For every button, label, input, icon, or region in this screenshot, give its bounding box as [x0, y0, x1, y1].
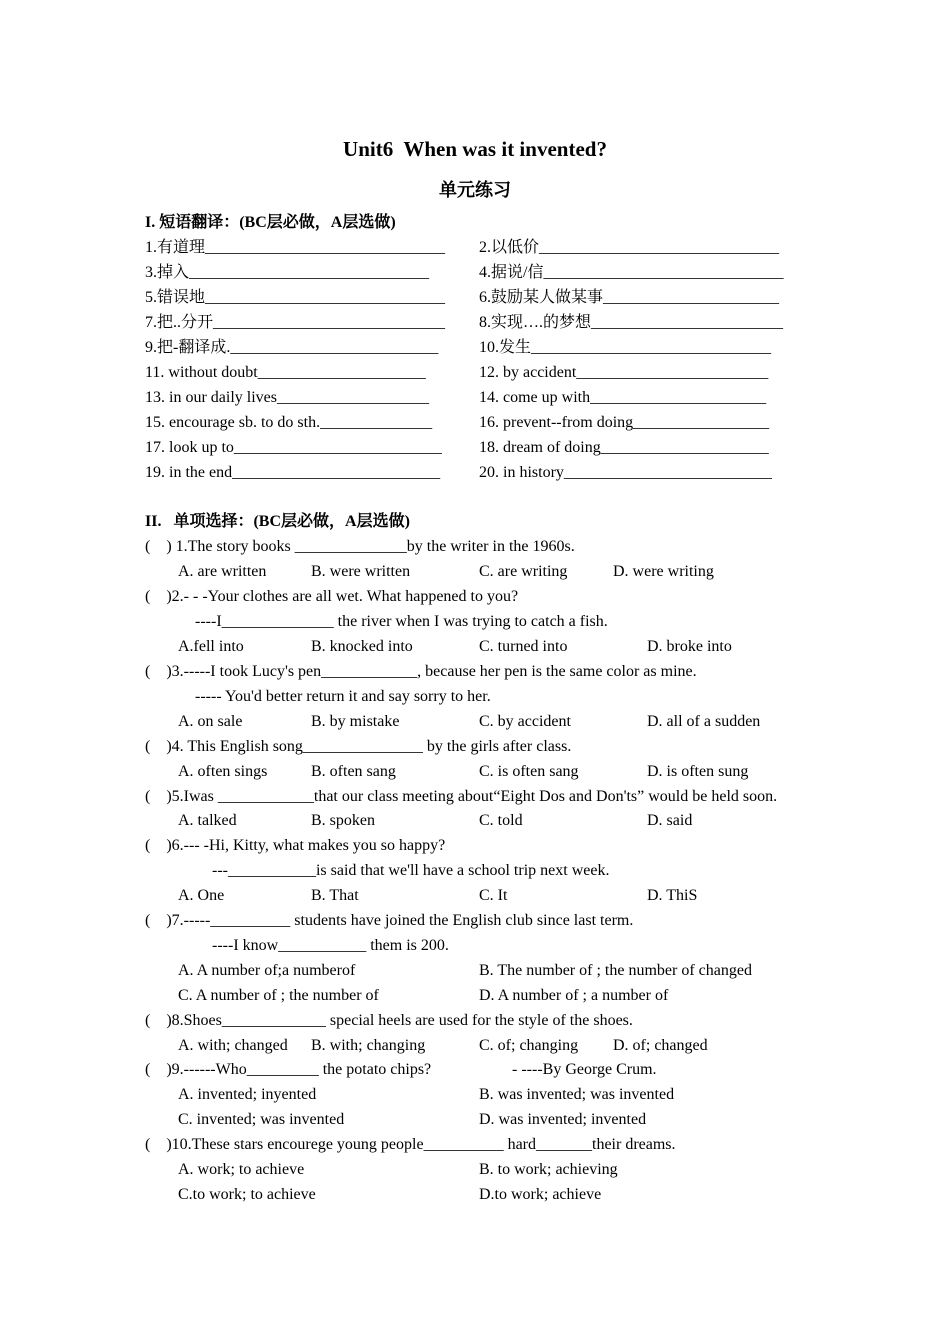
question-option: A. on sale: [178, 713, 243, 730]
question-stem: ( )9.------Who_________ the potato chips?: [145, 1061, 432, 1078]
question-option: D. said: [647, 812, 693, 829]
question-option: D. all of a sudden: [647, 713, 761, 730]
question-option: C. are writing: [479, 563, 568, 580]
question-option: D. A number of ; a number of: [479, 987, 669, 1004]
phrase-item: 5.错误地______________________________: [145, 289, 446, 306]
phrase-item: 9.把-翻译成.__________________________: [145, 339, 439, 356]
question-option: C. turned into: [479, 638, 568, 655]
phrase-item: 2.以低价______________________________: [479, 239, 780, 256]
question-option: D. was invented; invented: [479, 1111, 647, 1128]
phrase-item: 10.发生______________________________: [479, 339, 772, 356]
phrase-item: 14. come up with______________________: [479, 389, 767, 406]
question-option: B. was invented; was invented: [479, 1086, 675, 1103]
question-stem: ( )10.These stars encourege young people__________ hard_______their dreams.: [145, 1136, 676, 1153]
question-option: D.to work; achieve: [479, 1186, 602, 1203]
phrase-item: 11. without doubt_____________________: [145, 364, 426, 381]
phrase-item: 3.掉入______________________________: [145, 264, 430, 281]
question-option: A.fell into: [178, 638, 244, 655]
question-option: B. to work; achieving: [479, 1161, 618, 1178]
question-option: D. broke into: [647, 638, 732, 655]
question-option: A. with; changed: [178, 1037, 288, 1054]
phrase-item: 7.把..分开_____________________________: [145, 314, 446, 331]
question-option: A. talked: [178, 812, 237, 829]
question-reply: ----I______________ the river when I was trying to catch a fish.: [195, 613, 608, 630]
question-option: A. work; to achieve: [178, 1161, 305, 1178]
question-option: C. of; changing: [479, 1037, 579, 1054]
page-title: Unit6 When was it invented?: [343, 137, 607, 161]
question-option: D. were writing: [613, 563, 714, 580]
question-option: B. The number of ; the number of changed: [479, 962, 752, 979]
phrase-item: 1.有道理______________________________: [145, 239, 446, 256]
phrase-item: 4.据说/信______________________________: [479, 264, 784, 281]
question-option: A. One: [178, 887, 225, 904]
phrase-item: 15. encourage sb. to do sth.______________: [145, 414, 433, 431]
question-reply: ----- You'd better return it and say sorry to her.: [195, 688, 491, 705]
question-option: C. A number of ; the number of: [178, 987, 379, 1004]
question-option: C. It: [479, 887, 508, 904]
question-reply: ----I know___________ them is 200.: [212, 937, 449, 954]
question-option: B. by mistake: [311, 713, 400, 730]
question-stem: ( ) 1.The story books ______________by the writer in the 1960s.: [145, 538, 575, 555]
question-option: A. often sings: [178, 763, 268, 780]
question-stem: ( )7.-----__________ students have joined the English club since last term.: [145, 912, 634, 929]
question-stem: ( )5.Iwas ____________that our class meeting about“Eight Dos and Don'ts” would be held soon.: [145, 788, 778, 805]
question-option: B. knocked into: [311, 638, 413, 655]
question-option: C.to work; to achieve: [178, 1186, 316, 1203]
question-stem: ( )3.-----I took Lucy's pen____________, because her pen is the same color as mine.: [145, 663, 697, 680]
question-stem: ( )8.Shoes_____________ special heels are used for the style of the shoes.: [145, 1012, 633, 1029]
question-option: C. invented; was invented: [178, 1111, 345, 1128]
phrase-item: 19. in the end__________________________: [145, 464, 441, 481]
question-option: C. told: [479, 812, 523, 829]
question-stem: ( )2.- - -Your clothes are all wet. What happened to you?: [145, 588, 519, 605]
question-option: B. spoken: [311, 812, 375, 829]
phrase-item: 20. in history__________________________: [479, 464, 772, 481]
phrase-item: 16. prevent--from doing_________________: [479, 414, 770, 431]
question-option: B. with; changing: [311, 1037, 426, 1054]
phrase-item: 17. look up to__________________________: [145, 439, 442, 456]
question-option: A. invented; inyented: [178, 1086, 317, 1103]
phrase-item: 12. by accident________________________: [479, 364, 769, 381]
question-option: C. is often sang: [479, 763, 579, 780]
question-stem: ( )6.--- -Hi, Kitty, what makes you so happy?: [145, 837, 446, 854]
phrase-item: 18. dream of doing_____________________: [479, 439, 769, 456]
section1-heading: I. 短语翻译：(BC层必做，A层选做): [145, 214, 396, 231]
question-option: D. is often sung: [647, 763, 749, 780]
question-option: B. That: [311, 887, 359, 904]
page-subtitle: 单元练习: [439, 180, 511, 200]
question-option: C. by accident: [479, 713, 571, 730]
phrase-item: 6.鼓励某人做某事______________________: [479, 289, 780, 306]
question-reply: ---___________is said that we'll have a school trip next week.: [212, 862, 610, 879]
question-stem: ( )4. This English song_______________ by the girls after class.: [145, 738, 572, 755]
question-option: A. are written: [178, 563, 267, 580]
question-option: D. of; changed: [613, 1037, 708, 1054]
phrase-item: 13. in our daily lives___________________: [145, 389, 429, 406]
question-option: B. were written: [311, 563, 411, 580]
question-reply: - ----By George Crum.: [512, 1061, 657, 1078]
question-option: D. ThiS: [647, 887, 698, 904]
section2-heading: II. 单项选择：(BC层必做，A层选做): [145, 513, 410, 530]
phrase-item: 8.实现….的梦想________________________: [479, 314, 784, 331]
question-option: B. often sang: [311, 763, 396, 780]
question-option: A. A number of;a numberof: [178, 962, 356, 979]
